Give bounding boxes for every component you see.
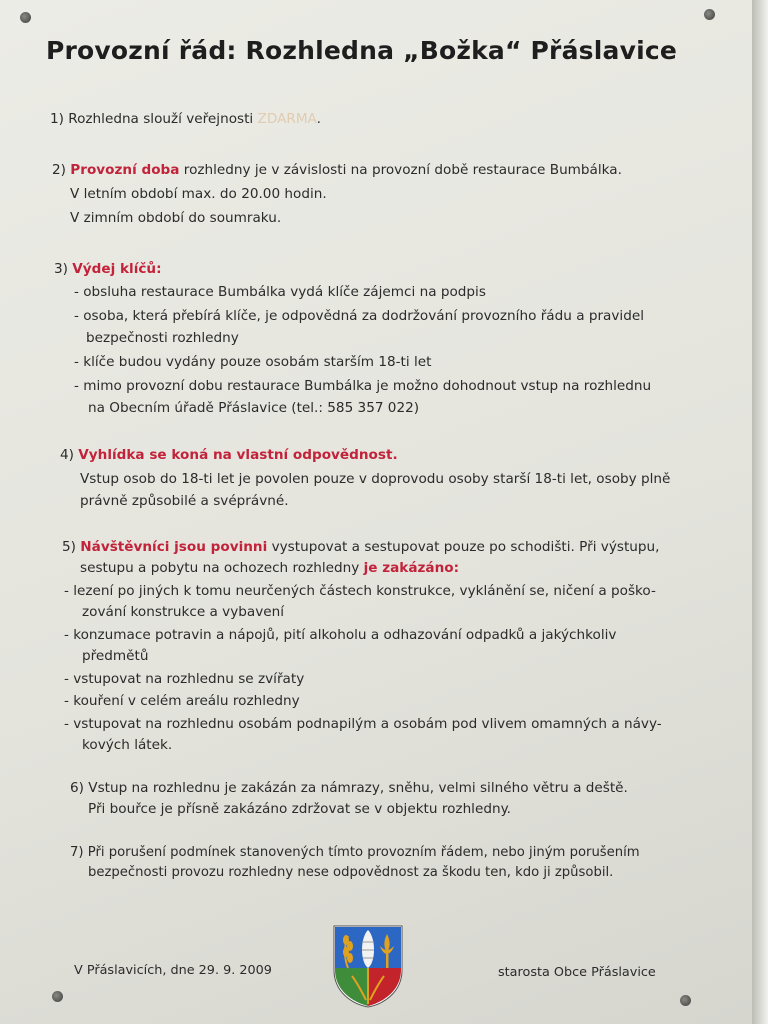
rule-4-line-2: Vstup osob do 18-ti let je povolen pouze v doprovodu osoby starší 18-ti let, osoby plně	[80, 471, 671, 487]
rule-5-bullet-2a: - konzumace potravin a nápojů, pití alkoholu a odhazování odpadků a jakýchkoliv	[64, 627, 617, 643]
screw-top-right	[704, 9, 715, 20]
rule-3-heading-line: 3) Výdej klíčů:	[54, 261, 162, 277]
coat-of-arms-icon	[332, 924, 404, 1008]
rule-4-heading-line: 4) Vyhlídka se koná na vlastní odpovědnost.	[60, 447, 398, 463]
rule-3-bullet-3: - klíče budou vydány pouze osobám starším 18-ti let	[74, 354, 432, 370]
mayor-signature: starosta Obce Přáslavice	[498, 965, 656, 980]
rule-5-line-2: sestupu a pobytu na ochozech rozhledny je zakázáno:	[80, 560, 460, 576]
rule-5-bullet-1a: - lezení po jiných k tomu neurčených částech konstrukce, vyklánění se, ničení a poško-	[64, 583, 656, 599]
rule-4-heading: Vyhlídka se koná na vlastní odpovědnost.	[78, 447, 398, 463]
rule-1-free-word: ZDARMA	[257, 111, 317, 127]
rule-1: 1) Rozhledna slouží veřejnosti ZDARMA.	[50, 111, 321, 127]
rule-5-bullet-3: - vstupovat na rozhlednu se zvířaty	[64, 671, 305, 687]
rule-3-heading: Výdej klíčů:	[72, 261, 162, 277]
screw-top-left	[20, 12, 31, 23]
rule-6-line-2: Při bouřce je přísně zakázáno zdržovat se v objektu rozhledny.	[88, 801, 511, 817]
rule-6-line-1: 6) Vstup na rozhlednu je zakázán za námrazy, sněhu, velmi silného větru a deště.	[70, 780, 628, 796]
rule-2-line-1: 2) Provozní doba rozhledny je v závislosti na provozní době restaurace Bumbálka.	[52, 162, 622, 178]
rule-4-line-3: právně způsobilé a svéprávné.	[80, 493, 289, 509]
rule-3-bullet-2b: bezpečnosti rozhledny	[86, 330, 239, 346]
rule-5-line-1: 5) Návštěvníci jsou povinni vystupovat a sestupovat pouze po schodišti. Při výstupu,	[62, 539, 660, 555]
rule-3-bullet-4b: na Obecním úřadě Přáslavice (tel.: 585 357 022)	[88, 400, 420, 416]
board-edge	[752, 0, 768, 1024]
rule-5-bullet-5a: - vstupovat na rozhlednu osobám podnapilým a osobám pod vlivem omamných a návy-	[64, 716, 662, 732]
rule-2-line-2: V letním období max. do 20.00 hodin.	[70, 186, 327, 202]
rule-2-line-3: V zimním období do soumraku.	[70, 210, 282, 226]
rule-5-bullet-1b: zování konstrukce a vybavení	[82, 604, 285, 620]
rule-3-bullet-2a: - osoba, která přebírá klíče, je odpovědná za dodržování provozního řádu a pravidel	[74, 308, 644, 324]
rule-5-bullet-2b: předmětů	[82, 648, 149, 664]
rule-5-bullet-5b: kových látek.	[82, 737, 173, 753]
place-and-date: V Přáslavicích, dne 29. 9. 2009	[74, 963, 272, 978]
rule-5-prohibited: je zakázáno:	[363, 560, 460, 576]
screw-bottom-right	[680, 995, 691, 1006]
rule-7-line-1: 7) Při porušení podmínek stanovených tímto provozním řádem, nebo jiným porušením	[70, 845, 640, 860]
rule-5-bullet-4: - kouření v celém areálu rozhledny	[64, 693, 300, 709]
screw-bottom-left	[52, 991, 63, 1002]
rule-2-heading: Provozní doba	[70, 162, 180, 178]
page-title: Provozní řád: Rozhledna „Božka“ Přáslavice	[46, 36, 678, 65]
rule-3-bullet-4a: - mimo provozní dobu restaurace Bumbálka je možno dohodnout vstup na rozhlednu	[74, 378, 652, 394]
rule-5-heading: Návštěvníci jsou povinni	[80, 539, 268, 555]
rule-3-bullet-1: - obsluha restaurace Bumbálka vydá klíče zájemci na podpis	[74, 284, 486, 300]
rule-7-line-2: bezpečnosti provozu rozhledny nese odpovědnost za škodu ten, kdo ji způsobil.	[88, 865, 614, 880]
